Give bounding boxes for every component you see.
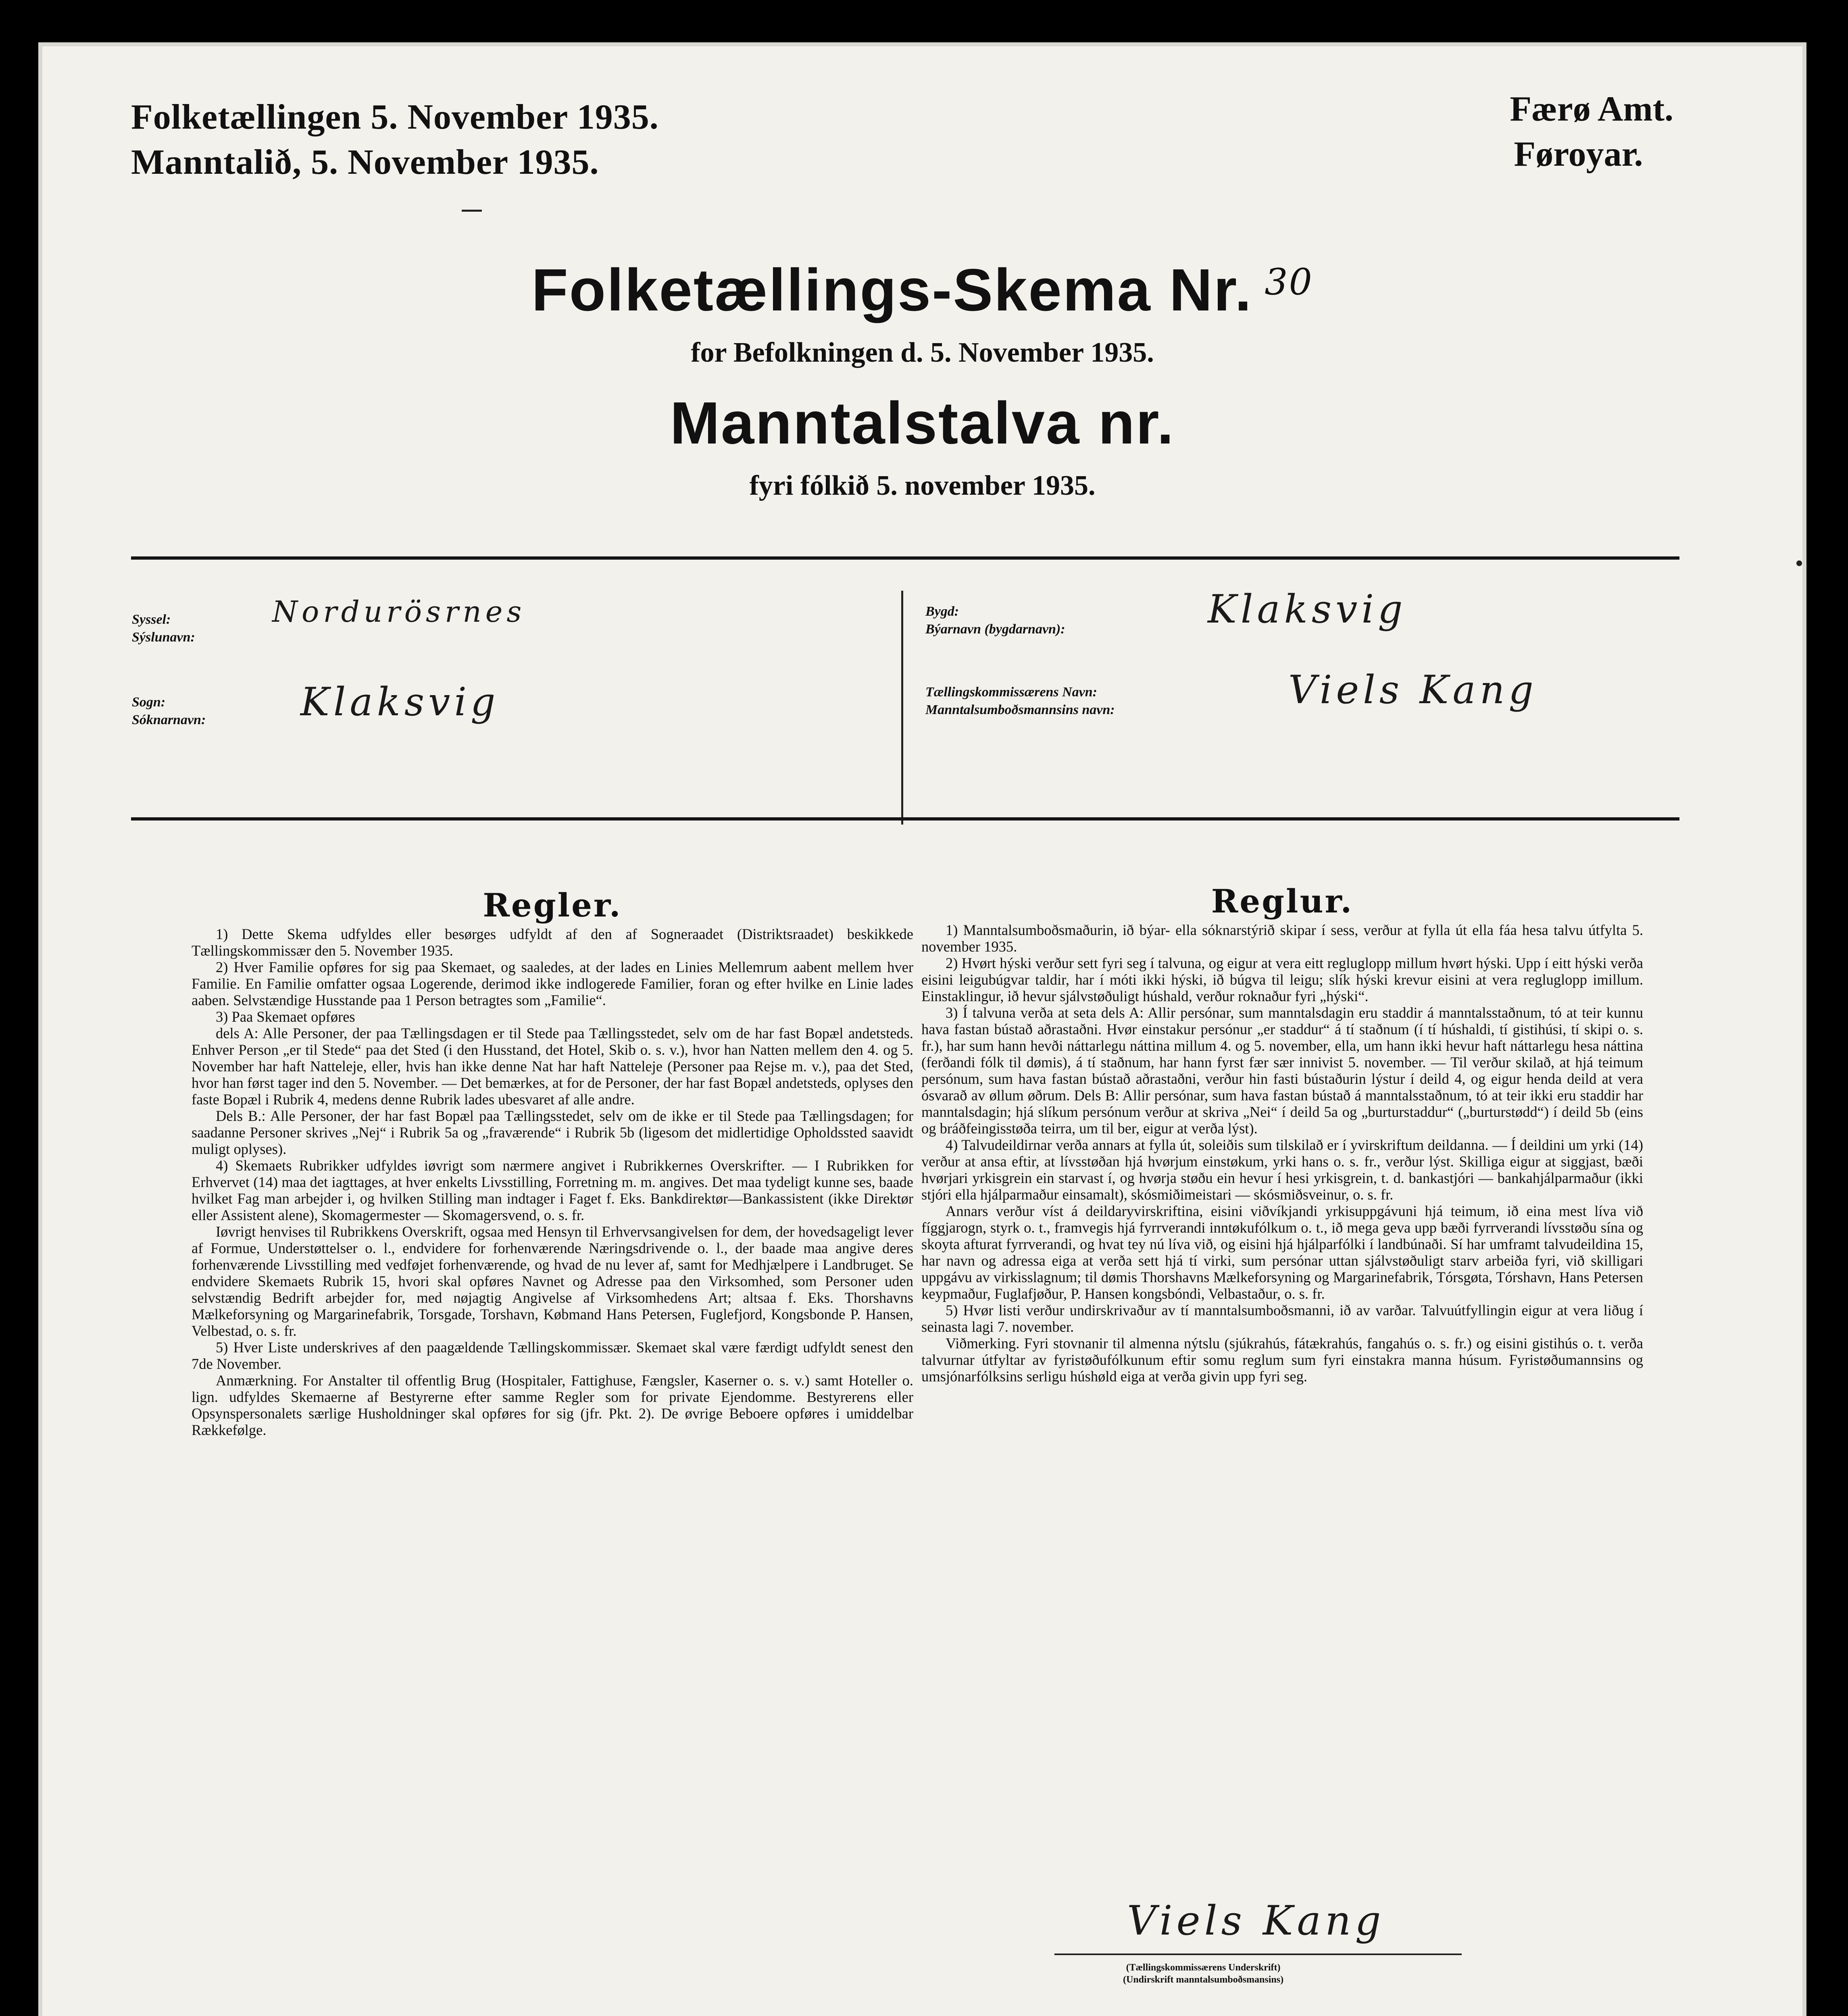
form-number-handwritten: 30 bbox=[1265, 261, 1313, 303]
reglur-paragraph: 4) Talvudeildirnar verða annars at fylla út, soleiðis sum tilskilað er í yvirskriftum deildanna. — Í deildini um yrki (14) verður at ansa eftir, at lívsstøðan hjá hvørjum einstøkum, yrki hans o. s. fr., verður lýst. Skilliga eigur at siggjast, bæði hvørjari yrkisgrein ein starvast í, og hvørja støðu ein hevur í hesi yrkisgrein, t. d. bankastjóri — bankahjálparmaður (ikki stjóri ella hjálparmaður einsamalt), skósmiðimeistari — skósmiðsveinur, o. s. fr. bbox=[921, 1137, 1643, 1203]
region-danish: Færø Amt. bbox=[1510, 90, 1673, 129]
kommissaer-value: Viels Kang bbox=[1288, 667, 1538, 712]
regler-paragraph: Dels B.: Alle Personer, der har fast Bopæl paa Tællingsstedet, selv om de ikke er til Stede paa Tællingsdagen; for saadanne Personer skrives „Nej“ i Rubrik 5a og „fraværende“ i Rubrik 5b (ligesom det midlertidige Opholdssted saavidt muligt oplyses). bbox=[192, 1108, 913, 1157]
form-title-danish bbox=[38, 256, 1806, 325]
signature-caption-danish: (Tællingskommissærens Underskrift) bbox=[1126, 1962, 1281, 1973]
form-subtitle-danish: for Befolkningen d. 5. November 1935. bbox=[691, 337, 1154, 368]
document-page bbox=[38, 42, 1806, 2016]
regler-paragraph: 1) Dette Skema udfyldes eller besørges udfyldt af den af Sogneraadet (Distriktsraadet) beskikkede Tællingskommissær den 5. November 1935. bbox=[192, 926, 913, 959]
reglur-paragraph: 3) Í talvuna verða at seta dels A: Allir persónar, sum manntalsdagin eru staddir á manntalsstaðnum, tó at teir kunnu hava fastan bústað aðrastaðni. Hvør einstakur persónur „er staddur“ á tí staðnum (í tí húshaldi, tí gistihúsi, tí skipi o. s. fr.), har sum hann hevði náttarlegu náttina millum 4. og 5. november, ella, um hann ikki hevur haft náttarlegu hesa náttina (ferðandi fólk til dømis), á tí staðnum, har hann fyrst fær sær innivist 5. november. — Til verður skilað, at hjá teimum persónum, sum hava fastan bústað aðrastaðni, verður hin fasti bústaðurin lýstur í deild 4, og eigur henda deild at vera ósvarað av øllum øðrum. Dels B: Allir persónar, sum hava fastan bústað á manntalsstaðnum, tó at teir ikki eru staddir har manntalsdagin; hjá slíkum persónum verður at skriva „Nei“ í deild 5a og „burturstaddur“ („burturstødd“) í deild 5b (eins og bráðfeingisstøða teirra, um til ber, eigur at verða lýst). bbox=[921, 1004, 1643, 1137]
field-column-divider bbox=[901, 591, 903, 825]
regler-paragraph: 3) Paa Skemaet opføres bbox=[216, 1008, 355, 1025]
regler-paragraph: Iøvrigt henvises til Rubrikkens Overskrift, ogsaa med Hensyn til Erhvervsangivelsen for dem, der hovedsageligt lever af Formue, Understøttelser o. l., endvidere for forhenværende Næringsdrivende o. l., der baade maa angive deres forhenværende Livsstilling med vedføjet forhenværende, og hvad de nu lever af, samt for Medhjælpere i Landbruget. Se endvidere Skemaets Rubrik 15, hvori skal opføres Navnet og Adresse paa den Virksomhed, som Personer uden selvstændig Bedrift arbejder for, med nøjagtig Angivelse af Virksomhedens Art; altsaa f. Eks. Thorshavns Mælkeforsyning og Margarinefabrik, Torsgade, Torshavn, Købmand Hans Petersen, Fuglefjord, Kongsbonde P. Hansen, Velbestad, o. s. fr. bbox=[192, 1223, 913, 1339]
commissioner-signature: Viels Kang bbox=[1127, 1897, 1385, 1944]
signature-line bbox=[1054, 1954, 1462, 1955]
regler-paragraph: dels A: Alle Personer, der paa Tællingsdagen er til Stede paa Tællingsstedet, selv om de har fast Bopæl andetsteds. Enhver Person „er til Stede“ paa det Sted (i den Husstand, det Hotel, Skib o. s. v.), hvor han Natten mellem den 4. og 5. November har haft Natteleje, eller, hvis han ikke denne Nat har haft Natteleje (Personer paa Rejse m. v.), paa det Sted, hvor han først tager ind den 5. November. — Det bemærkes, at for de Personer, der har fast Bopæl andetsteds, oplyses den faste Bopæl i Rubrik 4, medens denne Rubrik lades ubesvaret af alle andre. bbox=[192, 1025, 913, 1108]
pencil-mark bbox=[462, 210, 482, 212]
reglur-paragraph: 1) Manntalsumboðsmaðurin, ið býar- ella sóknarstýrið skipar í sess, verður at fylla út ella fáa hesa talvu útfylta 5. november 1935. bbox=[921, 922, 1643, 955]
kommissaer-label: Tællingskommissærens Navn: Manntalsumboðsmannsins navn: bbox=[925, 685, 1115, 717]
form-subtitle-faroese: fyri fólkið 5. november 1935. bbox=[749, 470, 1096, 501]
region-faroese: Føroyar. bbox=[1514, 135, 1643, 174]
reglur-paragraph: 5) Hvør listi verður undirskrivaður av tí manntalsumboðsmanni, ið av varðar. Talvuútfyllingin eigur at vera liðug í seinasta lagi 7. november. bbox=[921, 1302, 1643, 1335]
regler-heading: Regler. bbox=[483, 886, 622, 924]
reglur-heading: Reglur. bbox=[1211, 882, 1354, 920]
regler-paragraph: 5) Hver Liste underskrives af den paagældende Tællingskommissær. Skemaet skal være færdigt udfyldt senest den 7de November. bbox=[192, 1339, 913, 1372]
regler-column bbox=[192, 886, 913, 1438]
sogn-value: Klaksvig bbox=[300, 679, 500, 725]
reglur-paragraph: Viðmerking. Fyri stovnanir til almenna nýtslu (sjúkrahús, fátækrahús, fangahús o. s. fr.) og eisini gistihús o. t. verða talvurnar útfyltar av fyristøðufólkunum eftir somu reglum sum fyri einstakra manna húsum. Fyristøðumannsins og umsjónarfólksins serligu húshøld eiga at verða givin upp fyri seg. bbox=[921, 1335, 1643, 1385]
edge-speck bbox=[1796, 560, 1802, 566]
reglur-paragraph: Annars verður víst á deildaryvirskriftina, eisini viðvíkjandi yrkisuppgávuni hjá teimum, ið eina mest líva við fíggjarogn, styrk o. t., framvegis hjá fyrrverandi inntøkufólkum o. t., ið mega geva upp bæði fyrrverandi lívsstøðu sína og skoyta afturat fyrrverandi, og hvat tey nú líva við, og eisini hjá hjálparfólki í landbúnaði. Sí har umframt talvudeildina 15, har navn og adressa eiga at verða sett hjá tí virki, sum persónar uttan sjálvstøðuligt starv arbeiða fyri, við skilligari uppgávu av virkisslagnum; til dømis Thorshavns Mælkeforsyning og Margarinefabrik, Tórsgøta, Tórshavn, Hans Petersen keypmaður, Fuglafjøður, P. Hansen kongsbóndi, Velbastaður, o. s. fr. bbox=[921, 1203, 1643, 1302]
header-danish: Folketællingen 5. November 1935. bbox=[131, 98, 659, 137]
region-header bbox=[1510, 87, 1673, 177]
form-title-text: Folketællings-Skema Nr. bbox=[531, 257, 1253, 323]
sogn-label: Sogn: Sóknarnavn: bbox=[132, 695, 206, 727]
top-divider bbox=[131, 556, 1679, 560]
bottom-divider bbox=[131, 817, 1679, 821]
signature-caption bbox=[1123, 1962, 1283, 1986]
signature-caption-faroese: (Undirskrift manntalsumboðsmansins) bbox=[1123, 1974, 1284, 1985]
bygd-label: Bygd: Býarnavn (bygdarnavn): bbox=[925, 604, 1065, 637]
regler-paragraph: Anmærkning. For Anstalter til offentlig Brug (Hospitaler, Fattighuse, Fængsler, Kaserner o. s. v.) samt Hoteller o. lign. udfyldes Skemaerne af Bestyrerne efter samme Regler som for private Ejendomme. Bestyrerens eller Opsynspersonalets særlige Husholdninger skal opføres for sig (jfr. Pkt. 2). De øvrige Beboere opføres i umiddelbar Rækkefølge. bbox=[192, 1372, 913, 1438]
census-date-header bbox=[131, 95, 659, 185]
reglur-column bbox=[921, 882, 1643, 1385]
bygd-value: Klaksvig bbox=[1208, 587, 1407, 632]
header-faroese: Manntalið, 5. November 1935. bbox=[131, 143, 599, 182]
syssel-label: Syssel: Sýslunavn: bbox=[132, 612, 195, 645]
syssel-value: Nordurösrnes bbox=[272, 595, 526, 629]
regler-paragraph: 2) Hver Familie opføres for sig paa Skemaet, og saaledes, at der lades en Linies Mellemrum aabent mellem hver Familie. En Familie omfatter ogsaa Logerende, derimod ikke indlogerede Familier, foran og efter hvilke en Linie lades aaben. Selvstændige Husstande paa 1 Person betragtes som „Familie“. bbox=[192, 959, 913, 1008]
form-title-faroese: Manntalstalva nr. bbox=[670, 390, 1175, 456]
regler-paragraph: 4) Skemaets Rubrikker udfyldes iøvrigt som nærmere angivet i Rubrikkernes Overskrifter. — I Rubrikken for Erhvervet (14) maa det iagttages, at hver enkelts Livsstilling, Forretning m. m. angives. Det maa tydeligt kunne ses, baade hvilket Fag man arbejder i, og hvilken Stilling man indtager i Faget f. Eks. Bankdirektør—Bankassistent (ikke Direktør eller Assistent alene), Skomagermester — Skomagersvend, o. s. fr. bbox=[192, 1157, 913, 1223]
reglur-paragraph: 2) Hvørt hýski verður sett fyri seg í talvuna, og eigur at vera eitt regluglopp millum hvørt hýski. Upp í eitt hýski verða eisini leigubúgvar taldir, har í móti ikki hýski, ið búgva til leigu; slík hýski krevur eisini at vera regluglopp imillum. Einstaklingur, ið hevur sjálvstøðuligt húshald, verður roknaður fyri „hýski“. bbox=[921, 955, 1643, 1004]
